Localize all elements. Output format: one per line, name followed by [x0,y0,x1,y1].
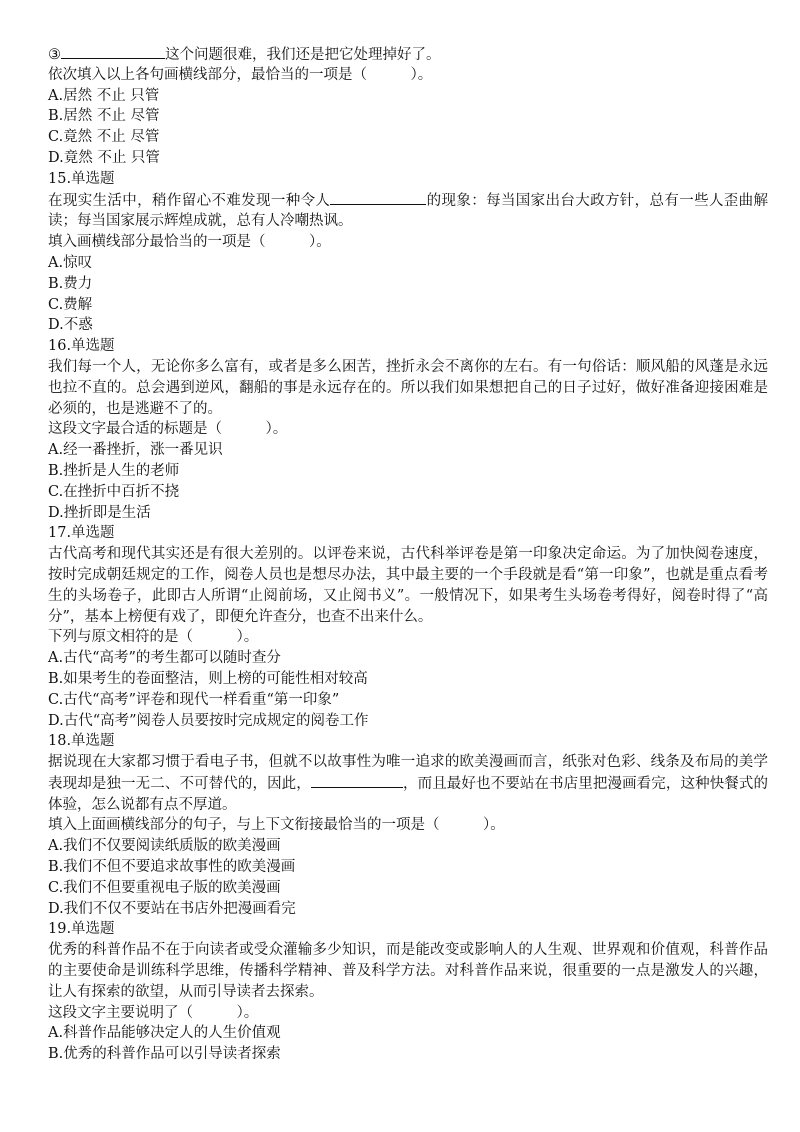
q16-passage: 我们每一个人，无论你多么富有，或者是多么困苦，挫折永会不离你的左右。有一句俗话：顺风船的风蓬是永远也拉不直的。总会遇到逆风，翻船的事是永远存在的。所以我们如果想把自己的日子过好，做好准备迎接困难是必须的，也是逃避不了的。 [48,358,768,417]
q15-passage-after: 的现象：每当国家出台大政方针，总有一些人歪曲解读；每当国家展示辉煌成就，总有人冷嘲热讽。 [48,192,769,230]
q18-stem: 填入上面画横线部分的句子，与上下文衔接最恰当的一项是（ ）。 [48,817,505,834]
q19-option-b: B.优秀的科普作品可以引导读者探索 [48,1046,281,1063]
q14-option-a: A.居然 不止 只管 [48,87,160,104]
q18-blank [311,773,403,788]
q14-option-c: C.竟然 不止 尽管 [48,129,160,146]
q16-heading: 16.单选题 [48,338,115,355]
q15-passage-before: 在现实生活中，稍作留心不难发现一种令人 [48,192,331,209]
q16-option-c: C.在挫折中百折不挠 [48,483,180,500]
q18-passage-after: ，而且最好也不要站在书店里把漫画看完，这种快餐式的体验，怎么说都有点不厚道。 [48,775,769,813]
q16-option-a: A.经一番挫折，涨一番见识 [48,442,223,459]
q18-passage [48,752,768,815]
q15-option-b: B.费力 [48,275,93,292]
q15-option-c: C.费解 [48,296,93,313]
q19-option-a: A.科普作品能够决定人的人生价值观 [48,1025,281,1042]
q14-item3 [48,44,768,65]
q18-passage-before: 据说现在大家都习惯于看电子书，但就不以故事性为唯一追求的欧美漫画而言，纸张对色彩、线条及布局的美学表现却是独一无二、不可替代的，因此， [48,754,768,792]
q14-option-b: B.居然 不止 尽管 [48,108,160,125]
q14-item3-text: 这个问题很难，我们还是把它处理掉好了。 [165,47,441,63]
q16-stem: 这段文字最合适的标题是（ ）。 [48,421,288,438]
exam-page [48,44,768,1065]
q17-option-d: D.古代“高考”阅卷人员要按时完成规定的阅卷工作 [48,712,369,729]
q14-stem: 依次填入以上各句画横线部分，最恰当的一项是（ ）。 [48,66,433,83]
q15-blank [330,190,426,205]
q19-heading: 19.单选题 [48,921,115,938]
q18-option-d: D.我们不仅不要站在书店外把漫画看完 [48,900,296,917]
q17-heading: 17.单选题 [48,525,115,542]
q17-stem: 下列与原文相符的是（ ）。 [48,629,259,646]
q15-stem: 填入画横线部分最恰当的一项是（ ）。 [48,234,331,251]
q18-option-b: B.我们不但不要追求故事性的欧美漫画 [48,859,296,876]
q17-option-b: B.如果考生的卷面整洁，则上榜的可能性相对较高 [48,670,368,687]
q16-option-b: B.挫折是人生的老师 [48,462,180,479]
q15-passage [48,190,768,233]
q15-option-a: A.惊叹 [48,254,93,271]
q15-heading: 15.单选题 [48,170,115,187]
q18-option-a: A.我们不仅要阅读纸质版的欧美漫画 [48,838,281,855]
q18-heading: 18.单选题 [48,733,115,750]
q19-stem: 这段文字主要说明了（ ）。 [48,1004,259,1021]
q19-passage: 优秀的科普作品不在于向读者或受众灌输多少知识，而是能改变或影响人的人生观、世界观和价值观，科普作品的主要使命是训练科学思维，传播科学精神、普及科学方法。对科普作品来说，很重要的一点是激发人的兴趣，让人有探索的欲望，从而引导读者去探索。 [48,942,768,1000]
q17-option-c: C.古代“高考”评卷和现代一样看重“第一印象” [48,691,340,708]
q14-item3-blank [61,44,165,59]
q15-option-d: D.不惑 [48,317,93,334]
q14-option-d: D.竟然 不止 只管 [48,149,160,166]
q18-option-c: C.我们不但要重视电子版的欧美漫画 [48,879,281,896]
q17-option-a: A.古代“高考”的考生都可以随时查分 [48,650,281,667]
q17-passage: 古代高考和现代其实还是有很大差别的。以评卷来说，古代科举评卷是第一印象决定命运。为了加快阅卷速度，按时完成朝廷规定的工作，阅卷人员也是想尽办法，其中最主要的一个手段就是看“第一印象”，也就是重点看考生的头场卷子，此即古人所谓“止阅前场，又止阅书义”。一般情况下，如果考生头场卷考得好，阅卷时得了“高分”，基本上榜便有戏了，即便允许查分，也查不出来什么。 [48,546,768,625]
q16-option-d: D.挫折即是生活 [48,504,151,521]
q14-item3-number: ③ [48,47,61,63]
